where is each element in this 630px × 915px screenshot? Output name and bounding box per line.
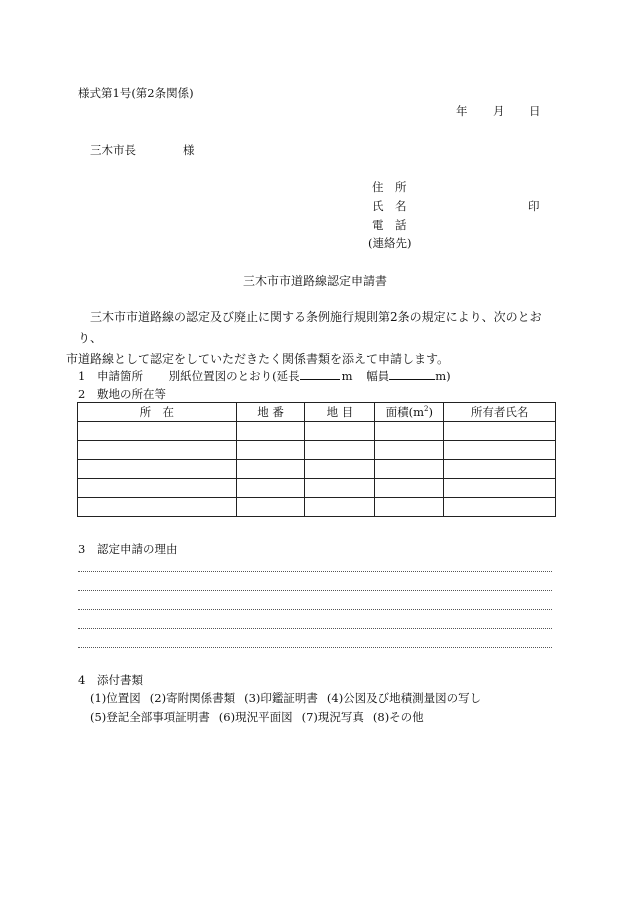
table-row bbox=[78, 479, 556, 498]
applicant-phone-label: 電 話 bbox=[372, 218, 407, 232]
reason-line-4[interactable] bbox=[78, 628, 552, 629]
reason-line-5[interactable] bbox=[78, 647, 552, 648]
section1-label: 申請箇所 bbox=[96, 369, 143, 383]
table-cell[interactable] bbox=[444, 479, 556, 498]
header-area-close: ) bbox=[428, 405, 433, 419]
table-cell[interactable] bbox=[444, 498, 556, 517]
addressee-honorific: 様 bbox=[183, 143, 195, 157]
section4-heading bbox=[78, 672, 143, 688]
table-row bbox=[78, 422, 556, 441]
table-cell[interactable] bbox=[78, 441, 237, 460]
table-cell[interactable] bbox=[305, 441, 375, 460]
attachment-item: (4)公図及び地積測量図の写し bbox=[326, 691, 482, 705]
section4-number: 4 bbox=[78, 673, 86, 687]
header-location: 所 在 bbox=[78, 403, 237, 422]
header-owner: 所有者氏名 bbox=[444, 403, 556, 422]
date-year-label: 年 bbox=[456, 104, 468, 118]
table-cell[interactable] bbox=[78, 498, 237, 517]
section2-number: 2 bbox=[78, 387, 86, 401]
section3-label: 認定申請の理由 bbox=[96, 542, 178, 556]
table-cell[interactable] bbox=[375, 422, 444, 441]
header-area bbox=[375, 403, 444, 422]
table-cell[interactable] bbox=[375, 460, 444, 479]
attachment-item: (5)登記全部事項証明書 bbox=[90, 710, 210, 724]
document-title: 三木市市道路線認定申請書 bbox=[242, 274, 387, 288]
table-cell[interactable] bbox=[444, 460, 556, 479]
section2-label: 敷地の所在等 bbox=[96, 387, 166, 401]
width-unit: m) bbox=[435, 369, 451, 383]
table-cell[interactable] bbox=[444, 441, 556, 460]
form-number: 様式第1号(第2条関係) bbox=[78, 86, 194, 100]
section3-number: 3 bbox=[78, 542, 86, 556]
attachment-item: (2)寄附関係書類 bbox=[149, 691, 236, 705]
table-cell[interactable] bbox=[305, 460, 375, 479]
section1-text: 別紙位置図のとおり(延長 bbox=[168, 369, 300, 383]
body-line-2: 市道路線として認定をしていただきたく関係書類を添えて申請します。 bbox=[66, 352, 450, 366]
table-cell[interactable] bbox=[78, 422, 237, 441]
attachments-row-1 bbox=[90, 690, 490, 706]
length-unit: m bbox=[341, 369, 353, 383]
table-cell[interactable] bbox=[236, 479, 305, 498]
applicant-contact-label: (連絡先) bbox=[368, 236, 412, 250]
table-cell[interactable] bbox=[375, 441, 444, 460]
attachments-row-2 bbox=[90, 709, 433, 725]
date-day-label: 日 bbox=[529, 104, 541, 118]
land-table bbox=[77, 402, 556, 517]
table-row bbox=[78, 460, 556, 479]
body-line-1: 三木市市道路線の認定及び廃止に関する条例施行規則第2条の規定により、次のとおり、 bbox=[78, 310, 542, 345]
table-row bbox=[78, 441, 556, 460]
width-field[interactable] bbox=[389, 368, 435, 380]
width-label: 幅員 bbox=[366, 369, 390, 383]
addressee-name: 三木市長 bbox=[90, 143, 136, 157]
attachment-item: (6)現況平面図 bbox=[218, 710, 293, 724]
applicant-name-label: 氏 名 bbox=[372, 199, 407, 213]
header-lot-number: 地 番 bbox=[236, 403, 305, 422]
table-row bbox=[78, 498, 556, 517]
table-cell[interactable] bbox=[305, 422, 375, 441]
attachment-item: (1)位置図 bbox=[90, 691, 141, 705]
section2-heading bbox=[78, 386, 166, 402]
table-cell[interactable] bbox=[236, 460, 305, 479]
table-cell[interactable] bbox=[78, 479, 237, 498]
attachment-item: (3)印鑑証明書 bbox=[244, 691, 318, 705]
reason-line-1[interactable] bbox=[78, 571, 552, 572]
table-cell[interactable] bbox=[444, 422, 556, 441]
section4-label: 添付書類 bbox=[96, 673, 143, 687]
section1-number: 1 bbox=[78, 369, 86, 383]
body-paragraph bbox=[66, 307, 556, 370]
length-field[interactable] bbox=[300, 368, 340, 380]
section1-line bbox=[78, 368, 451, 384]
header-land-category: 地 目 bbox=[305, 403, 375, 422]
table-cell[interactable] bbox=[305, 498, 375, 517]
table-cell[interactable] bbox=[305, 479, 375, 498]
table-header-row bbox=[78, 403, 556, 422]
attachment-item: (8)その他 bbox=[372, 710, 424, 724]
table-cell[interactable] bbox=[375, 498, 444, 517]
table-cell[interactable] bbox=[236, 498, 305, 517]
date-month-label: 月 bbox=[493, 104, 505, 118]
header-area-text: 面積(m bbox=[385, 405, 424, 419]
table-cell[interactable] bbox=[375, 479, 444, 498]
section3-heading bbox=[78, 541, 177, 557]
seal-mark: 印 bbox=[528, 199, 540, 213]
applicant-address-label: 住 所 bbox=[372, 180, 407, 194]
header-area-sup: 2 bbox=[423, 405, 429, 414]
table-cell[interactable] bbox=[78, 460, 237, 479]
reason-line-2[interactable] bbox=[78, 590, 552, 591]
table-cell[interactable] bbox=[236, 422, 305, 441]
table-cell[interactable] bbox=[236, 441, 305, 460]
attachment-item: (7)現況写真 bbox=[301, 710, 364, 724]
reason-line-3[interactable] bbox=[78, 609, 552, 610]
